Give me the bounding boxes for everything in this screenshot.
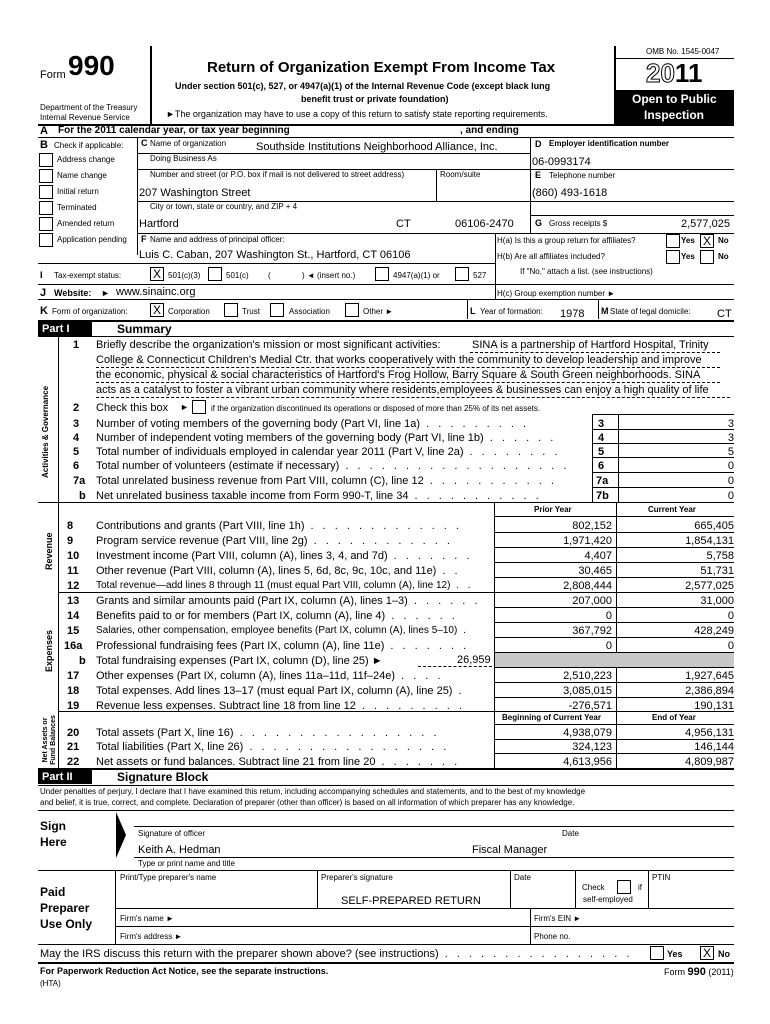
section-i-label: I <box>40 270 43 280</box>
ein-label: Employer identification number <box>549 139 670 148</box>
line14-text: Benefits paid to or for members (Part IX, column (A), line 4) . . . . . . <box>96 610 458 622</box>
association-label: Association <box>289 307 330 316</box>
line-a-text: For the 2011 calendar year, or tax year beginning <box>58 125 290 136</box>
line3-num: 3 <box>73 418 80 430</box>
section-b-text: Check if applicable: <box>54 141 124 150</box>
line8-num: 8 <box>67 520 74 532</box>
mission-line-1[interactable]: SINA is a partnership of Hartford Hospital, Trinity <box>472 339 709 351</box>
line16b-num: b <box>79 655 86 667</box>
line11-num: 11 <box>67 565 79 577</box>
line22-num: 22 <box>67 756 80 768</box>
line14-num: 14 <box>67 610 80 622</box>
line2-note: if the organization discontinued its operations or disposed of more than 25% of its net assets. <box>211 404 541 413</box>
527-checkbox[interactable] <box>455 267 469 281</box>
section-b-label: B <box>40 139 48 151</box>
part2-tag: Part II <box>38 770 92 784</box>
line2-text: Check this box <box>96 402 169 414</box>
line16a-prior[interactable]: 0 <box>605 640 612 652</box>
website-label: Website: <box>54 288 92 298</box>
line14-current[interactable]: 0 <box>727 610 734 622</box>
line10-text: Investment income (Part VIII, column (A), lines 3, 4, and 7d) . . . . . . . <box>96 550 473 562</box>
state-value[interactable]: CT <box>396 218 411 230</box>
city-value[interactable]: Hartford <box>139 218 179 230</box>
line3-box: 3 <box>598 418 605 430</box>
city-label: City or town, state or country, and ZIP + 4 <box>150 202 298 211</box>
section-k-label: K <box>40 305 48 317</box>
section-f-label: F <box>141 234 147 244</box>
line16a-num: 16a <box>64 640 83 652</box>
other-label: Other ► <box>363 307 394 316</box>
line21-end[interactable]: 146,144 <box>694 741 734 753</box>
here-label: Here <box>40 835 67 849</box>
firm-ein-label: Firm's EIN ► <box>534 914 582 923</box>
line8-prior[interactable]: 802,152 <box>572 520 612 532</box>
col-end-of-year: End of Year <box>652 713 696 722</box>
form-subtitle-1: Under section 501(c), 527, or 4947(a)(1) of the Internal Revenue Code (except black lung <box>175 81 551 91</box>
line22-begin[interactable]: 4,613,956 <box>563 756 612 768</box>
name-change-checkbox[interactable] <box>39 169 53 183</box>
line20-end[interactable]: 4,956,131 <box>685 727 734 739</box>
website-value[interactable]: www.sinainc.org <box>116 286 196 298</box>
section-m-label: M <box>601 306 609 316</box>
other-checkbox[interactable] <box>345 303 359 317</box>
mission-line-2[interactable]: College & Connecticut Children's Medial Ctr. that works cooperatively with the community to develop leadership and improve <box>96 354 702 366</box>
col-beginning: Beginning of Current Year <box>502 713 601 722</box>
ha-yes-label: Yes <box>681 236 695 245</box>
line7b-box: 7b <box>596 490 609 502</box>
org-name-label: Name of organization <box>150 139 227 148</box>
phone-value[interactable]: (860) 493-1618 <box>532 187 608 199</box>
form-number: 990 <box>68 50 115 81</box>
line17-prior[interactable]: 2,510,223 <box>563 670 612 682</box>
line6-box: 6 <box>598 460 605 472</box>
footer-form: Form 990 (2011) <box>664 966 734 978</box>
street-value[interactable]: 207 Washington Street <box>139 187 251 199</box>
org-name-value[interactable]: Southside Institutions Neighborhood Alliance, Inc. <box>256 141 498 153</box>
line8-text: Contributions and grants (Part VIII, line 1h) . . . . . . . . . . . . . <box>96 520 462 532</box>
line22-end[interactable]: 4,809,987 <box>685 756 734 768</box>
hb-yes-label: Yes <box>681 252 695 261</box>
line15-text: Salaries, other compensation, employee benefits (Part IX, column (A), lines 5–10) . <box>96 625 469 636</box>
terminated-checkbox[interactable] <box>39 201 53 215</box>
paid-label: Paid <box>40 885 66 899</box>
gross-receipts-value[interactable]: 2,577,025 <box>681 218 730 230</box>
sign-here-arrow-icon <box>116 812 126 858</box>
line18-text: Total expenses. Add lines 13–17 (must equal Part IX, column (A), line 25) . <box>96 685 465 697</box>
501c-open-paren: ( <box>268 271 271 280</box>
line11-text: Other revenue (Part VIII, column (A), lines 5, 6d, 8c, 9c, 10c, and 11e) . . <box>96 565 461 577</box>
perjury-line-1: Under penalties of perjury, I declare that I have examined this return, including accompanying schedules and statements, and to the best of my knowledge <box>40 787 586 796</box>
line5-text: Total number of individuals employed in calendar year 2011 (Part V, line 2a) . . . . . . . . <box>96 446 561 458</box>
officer-title[interactable]: Fiscal Manager <box>472 844 548 856</box>
line3-value[interactable]: 3 <box>727 418 734 430</box>
phone-label: Telephone number <box>549 171 616 180</box>
part1-tag: Part I <box>38 322 92 336</box>
line19-current[interactable]: 190,131 <box>694 700 734 712</box>
side-expenses: Expenses <box>44 629 54 672</box>
line2-arrow: ► <box>180 402 189 412</box>
discuss-no-checkbox[interactable]: X <box>700 946 714 960</box>
line5-num: 5 <box>73 446 80 458</box>
omb-number: OMB No. 1545-0047 <box>646 47 720 56</box>
part2-title: Signature Block <box>117 770 209 784</box>
year-formation-label: Year of formation: <box>480 307 543 316</box>
line-a-label: A <box>40 125 48 137</box>
line4-num: 4 <box>73 432 80 444</box>
line19-prior[interactable]: -276,571 <box>568 700 612 712</box>
gross-receipts-label: Gross receipts $ <box>549 219 608 228</box>
use-only-label: Use Only <box>40 917 93 931</box>
col-prior-year: Prior Year <box>534 505 572 514</box>
line7b-num: b <box>79 490 86 502</box>
hb-no-label: No <box>718 252 729 261</box>
street-label: Number and street (or P.O. box if mail is not delivered to street address) <box>150 170 405 179</box>
line19-text: Revenue less expenses. Subtract line 18 from line 12 . . . . . . . . . <box>96 700 465 712</box>
discuss-yes-label: Yes <box>667 949 683 959</box>
sig-date-label: Date <box>562 829 579 838</box>
line20-text: Total assets (Part X, line 16) . . . . . . . . . . . . . . . . . <box>96 727 440 739</box>
application-pending-label: Application pending <box>57 235 127 244</box>
line10-num: 10 <box>67 550 80 562</box>
hb-note: If "No," attach a list. (see instructions) <box>520 267 653 276</box>
527-label: 527 <box>473 271 487 280</box>
irs-discuss-text: May the IRS discuss this return with the preparer shown above? (see instructions) . . . . . . . . . . . . . . . . <box>40 948 633 960</box>
line19-num: 19 <box>67 700 80 712</box>
hc-label: H(c) Group exemption number ► <box>497 289 616 298</box>
year-formation-value[interactable]: 1978 <box>560 308 585 320</box>
line10-current[interactable]: 5,758 <box>706 550 734 562</box>
line1-num: 1 <box>73 339 80 351</box>
mission-line-3[interactable]: the economic, physical & social characteristics of Hartford's Frog Hollow, Barry Square & South Green neighborhoods. SINA <box>96 369 701 381</box>
trust-checkbox[interactable] <box>224 303 238 317</box>
type-print-label: Type or print name and title <box>138 859 235 868</box>
line18-num: 18 <box>67 685 80 697</box>
line6-value[interactable]: 0 <box>727 460 734 472</box>
tax-exempt-label: Tax-exempt status: <box>54 271 122 280</box>
line9-text: Program service revenue (Part VIII, line 2g) . . . . . . . . . . . . <box>96 535 453 547</box>
line21-text: Total liabilities (Part X, line 26) . . . . . . . . . . . . . . . . . <box>96 741 450 753</box>
line6-num: 6 <box>73 460 80 472</box>
line13-text: Grants and similar amounts paid (Part IX, column (A), lines 1–3) . . . . . . <box>96 595 481 607</box>
room-suite-label: Room/suite <box>440 170 481 179</box>
website-arrow: ► <box>101 288 110 298</box>
firm-address-label: Firm's address ► <box>120 932 183 941</box>
state-domicile-label: State of legal domicile: <box>610 307 691 316</box>
officer-name[interactable]: Keith A. Hedman <box>138 844 221 856</box>
sign-label: Sign <box>40 819 66 833</box>
ein-value[interactable]: 06-0993174 <box>532 156 591 168</box>
hta-label: (HTA) <box>40 979 61 988</box>
part1-title: Summary <box>117 322 172 336</box>
line15-num: 15 <box>67 625 80 637</box>
line5-box: 5 <box>598 446 605 458</box>
line18-prior[interactable]: 3,085,015 <box>563 685 612 697</box>
hb-label: H(b) Are all affiliates included? <box>497 252 605 261</box>
preparer-sig-label: Preparer's signature <box>321 873 393 882</box>
line17-text: Other expenses (Part IX, column (A), lines 11a–11d, 11f–24e) . . . . <box>96 670 444 682</box>
form-title: Return of Organization Exempt From Income Tax <box>207 59 556 76</box>
line2-num: 2 <box>73 402 80 414</box>
perjury-line-2: and belief, it is true, correct, and complete. Declaration of preparer (other than officer) is based on all information of which preparer has any knowledge. <box>40 798 575 807</box>
line12-prior[interactable]: 2,808,444 <box>563 580 612 592</box>
line12-current[interactable]: 2,577,025 <box>685 580 734 592</box>
line15-current[interactable]: 428,249 <box>694 625 734 637</box>
address-change-checkbox[interactable] <box>39 153 53 167</box>
line15-prior[interactable]: 367,792 <box>572 625 612 637</box>
check-label: Check <box>582 883 605 892</box>
association-checkbox[interactable] <box>270 303 284 317</box>
hb-no-checkbox[interactable] <box>700 250 714 264</box>
line5-value[interactable]: 5 <box>727 446 734 458</box>
initial-return-label: Initial return <box>57 187 99 196</box>
line4-value[interactable]: 3 <box>727 432 734 444</box>
principal-officer-label: Name and address of principal officer: <box>150 235 285 244</box>
amended-return-checkbox[interactable] <box>39 217 53 231</box>
principal-officer-value[interactable]: Luis C. Caban, 207 Washington St., Hartford, CT 06106 <box>139 249 411 261</box>
discuss-no-label: No <box>718 949 730 959</box>
form-word: Form <box>40 69 66 81</box>
side-net-assets: Net Assets or Fund Balances <box>42 715 57 765</box>
line2-checkbox[interactable] <box>192 400 206 414</box>
4947-label: 4947(a)(1) or <box>393 271 440 280</box>
line17-num: 17 <box>67 670 80 682</box>
preparer-label: Preparer <box>40 901 90 915</box>
line7a-value[interactable]: 0 <box>727 475 734 487</box>
zip-value[interactable]: 06106-2470 <box>455 218 514 230</box>
firm-name-label: Firm's name ► <box>120 914 174 923</box>
paperwork-notice: For Paperwork Reduction Act Notice, see the separate instructions. <box>40 966 329 976</box>
line13-num: 13 <box>67 595 80 607</box>
line14-prior[interactable]: 0 <box>605 610 612 622</box>
line12-text: Total revenue—add lines 8 through 11 (must equal Part VIII, column (A), line 12) . . <box>96 580 474 591</box>
line9-num: 9 <box>67 535 74 547</box>
name-change-label: Name change <box>57 171 107 180</box>
section-d-label: D <box>535 139 542 149</box>
address-change-label: Address change <box>57 155 115 164</box>
501c3-checkbox[interactable]: X <box>150 267 164 281</box>
form-of-org-label: Form of organization: <box>52 307 128 316</box>
initial-return-checkbox[interactable] <box>39 185 53 199</box>
section-c-label: C <box>141 138 148 148</box>
dept-irs: Internal Revenue Service <box>40 113 130 122</box>
section-j-label: J <box>40 287 47 299</box>
501c-checkbox[interactable] <box>208 267 222 281</box>
line3-text: Number of voting members of the governing body (Part VI, line 1a) . . . . . . . . . <box>96 418 530 430</box>
line16b-text: Total fundraising expenses (Part IX, column (D), line 25) ► <box>96 655 383 667</box>
open-public-1: Open to Public <box>632 92 717 106</box>
line13-current[interactable]: 31,000 <box>700 595 734 607</box>
line17-current[interactable]: 1,927,645 <box>685 670 734 682</box>
line8-current[interactable]: 665,405 <box>694 520 734 532</box>
side-activities-governance: Activities & Governance <box>41 385 50 478</box>
line4-box: 4 <box>598 432 605 444</box>
line7b-value[interactable]: 0 <box>727 490 734 502</box>
section-e-label: E <box>535 170 542 180</box>
line13-prior[interactable]: 207,000 <box>572 595 612 607</box>
check-if-label: if <box>638 883 642 892</box>
line11-prior[interactable]: 30,465 <box>578 565 612 577</box>
self-prepared-return[interactable]: SELF-PREPARED RETURN <box>341 895 481 907</box>
line4-text: Number of independent voting members of the governing body (Part VI, line 1b) . . . . . . <box>96 432 557 444</box>
line16a-text: Professional fundraising fees (Part IX, column (A), line 11e) . . . . . . . <box>96 640 470 652</box>
side-revenue: Revenue <box>44 532 54 570</box>
line-a-ending: , and ending <box>460 125 519 136</box>
501c-label: 501(c) <box>226 271 249 280</box>
mission-line-4[interactable]: acts as a catalyst to foster a vibrant urban community where residents,employees & businesses can enjoy a high quality of life <box>96 384 709 396</box>
line7a-box: 7a <box>596 475 609 487</box>
sig-officer-label: Signature of officer <box>138 829 206 838</box>
line20-num: 20 <box>67 727 80 739</box>
line6-text: Total number of volunteers (estimate if necessary) . . . . . . . . . . . . . . . . . . . <box>96 460 570 472</box>
dba-label: Doing Business As <box>150 154 217 163</box>
501c3-label: 501(c)(3) <box>168 271 201 280</box>
col-current-year: Current Year <box>648 505 696 514</box>
discuss-yes-checkbox[interactable] <box>650 946 664 960</box>
section-l-label: L <box>470 306 476 316</box>
ha-no-label: No <box>718 236 729 245</box>
line12-num: 12 <box>67 580 80 592</box>
ha-yes-checkbox[interactable] <box>666 234 680 248</box>
ptin-label: PTIN <box>652 873 671 882</box>
line16b-shaded <box>495 653 734 667</box>
line10-prior[interactable]: 4,407 <box>584 550 612 562</box>
line22-text: Net assets or fund balances. Subtract line 21 from line 20 . . . . . . . <box>96 756 461 768</box>
line7b-text: Net unrelated business taxable income from Form 990-T, line 34 . . . . . . . . . . . <box>96 490 542 502</box>
corporation-label: Corporation <box>168 307 210 316</box>
line9-prior[interactable]: 1,971,420 <box>563 535 612 547</box>
line11-current[interactable]: 51,731 <box>700 565 734 577</box>
line7a-num: 7a <box>73 475 86 487</box>
open-public-2: Inspection <box>644 108 705 122</box>
line16b-value[interactable]: 26,959 <box>457 654 491 666</box>
501c-insert-label: ) ◄ (insert no.) <box>302 271 356 280</box>
ha-label: H(a) Is this a group return for affiliates? <box>497 236 636 245</box>
ha-no-checkbox[interactable]: X <box>700 234 714 248</box>
line21-begin[interactable]: 324,123 <box>572 741 612 753</box>
hb-yes-checkbox[interactable] <box>666 250 680 264</box>
state-domicile-value[interactable]: CT <box>717 308 732 320</box>
line20-begin[interactable]: 4,938,079 <box>563 727 612 739</box>
line16a-current[interactable]: 0 <box>727 640 734 652</box>
trust-label: Trust <box>242 307 260 316</box>
4947-checkbox[interactable] <box>375 267 389 281</box>
dept-treasury: Department of the Treasury <box>40 103 138 112</box>
preparer-date-label: Date <box>514 873 531 882</box>
firm-phone-label: Phone no. <box>534 932 571 941</box>
form-subtitle-2: benefit trust or private foundation) <box>301 94 449 104</box>
form-subtitle-3: ►The organization may have to use a copy of this return to satisfy state reporting requirements. <box>166 109 548 119</box>
corporation-checkbox[interactable]: X <box>150 303 164 317</box>
terminated-label: Terminated <box>57 203 97 212</box>
line18-current[interactable]: 2,386,894 <box>685 685 734 697</box>
amended-return-label: Amended return <box>57 219 115 228</box>
self-employed-label: self-employed <box>583 895 633 904</box>
line9-current[interactable]: 1,854,131 <box>685 535 734 547</box>
tax-year: 2011 <box>646 58 703 88</box>
line7a-text: Total unrelated business revenue from Part VIII, column (C), line 12 . . . . . . . . . . . <box>96 475 557 487</box>
application-pending-checkbox[interactable] <box>39 233 53 247</box>
line1-text: Briefly describe the organization's mission or most significant activities: <box>96 339 441 351</box>
self-employed-checkbox[interactable] <box>617 880 631 894</box>
section-g-label: G <box>535 218 543 228</box>
line21-num: 21 <box>67 741 80 753</box>
preparer-name-label: Print/Type preparer's name <box>120 873 217 882</box>
